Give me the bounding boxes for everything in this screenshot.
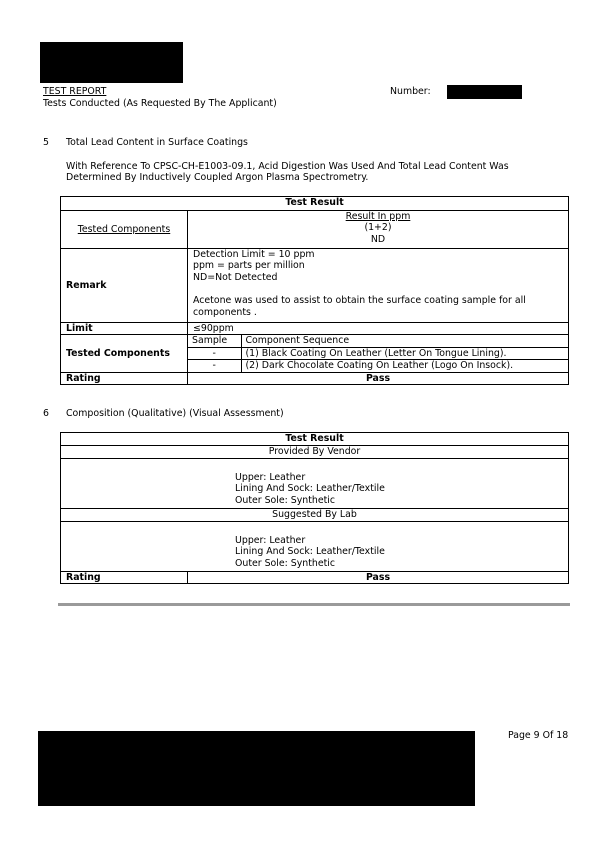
tested-components-header: Tested Components: [61, 211, 188, 249]
vendor-composition: [61, 459, 569, 509]
remark-label: Remark: [61, 249, 188, 323]
report-title: TEST REPORT: [43, 86, 107, 97]
sequence-col-header: Component Sequence: [241, 335, 568, 347]
lab-line: Lining And Sock: Leather/Textile: [235, 546, 385, 558]
number-label: Number:: [390, 86, 431, 97]
section-5-title: Total Lead Content in Surface Coatings: [66, 137, 248, 148]
limit-value: ≤90ppm: [188, 323, 569, 335]
redacted-logo-block: [40, 42, 183, 83]
section-divider: [58, 603, 570, 606]
remark-line: ND=Not Detected: [193, 271, 278, 283]
composition-rating-value: Pass: [188, 572, 569, 584]
remark-note: Acetone was used to assist to obtain the surface coating sample for all components .: [193, 295, 526, 318]
remark-cell: [188, 249, 569, 323]
components-subtable: [188, 335, 568, 371]
component-sample: -: [188, 360, 241, 372]
result-combo: (1+2): [364, 222, 392, 234]
remark-line: ppm = parts per million: [193, 260, 305, 272]
limit-label: Limit: [61, 323, 188, 335]
lab-label: Suggested By Lab: [61, 509, 569, 522]
sample-col-header: Sample: [192, 335, 228, 347]
lead-content-table: [60, 196, 569, 385]
components-label: Tested Components: [61, 335, 188, 372]
rating-label: Rating: [61, 372, 188, 384]
result-label: Result In ppm: [345, 211, 411, 222]
report-subtitle: Tests Conducted (As Requested By The Applicant): [43, 98, 277, 109]
vendor-line: Upper: Leather: [235, 472, 306, 483]
composition-rating-label: Rating: [61, 572, 188, 584]
section-6-title: Composition (Qualitative) (Visual Assessment): [66, 408, 284, 419]
remark-line: Detection Limit = 10 ppm: [193, 249, 315, 260]
section-5-number: 5: [43, 137, 49, 148]
result-value: ND: [370, 233, 386, 245]
component-sample: -: [188, 347, 241, 359]
vendor-line: Lining And Sock: Leather/Textile: [235, 483, 385, 495]
component-sequence: (2) Dark Chocolate Coating On Leather (Logo On Insock).: [241, 360, 568, 372]
section-6-number: 6: [43, 408, 49, 419]
vendor-label: Provided By Vendor: [61, 446, 569, 459]
result-header-cell: [188, 211, 569, 249]
lead-table-heading: Test Result: [61, 197, 569, 211]
component-sequence: (1) Black Coating On Leather (Letter On Tongue Lining).: [241, 347, 568, 359]
redacted-footer-block: [38, 731, 475, 806]
lab-line: Outer Sole: Synthetic: [235, 557, 336, 569]
lab-composition: [61, 522, 569, 572]
lab-line: Upper: Leather: [235, 535, 306, 546]
components-cell: [188, 335, 569, 372]
section-5-description: With Reference To CPSC-CH-E1003-09.1, Acid Digestion Was Used And Total Lead Content Was Determined By Inductively Coupled Argon Plasma Spectrometry.: [66, 161, 509, 184]
page-number: Page 9 Of 18: [508, 730, 569, 741]
composition-table: [60, 432, 569, 584]
composition-table-heading: Test Result: [61, 433, 569, 446]
redacted-report-number: [447, 85, 522, 99]
rating-value: Pass: [188, 372, 569, 384]
vendor-line: Outer Sole: Synthetic: [235, 494, 336, 506]
